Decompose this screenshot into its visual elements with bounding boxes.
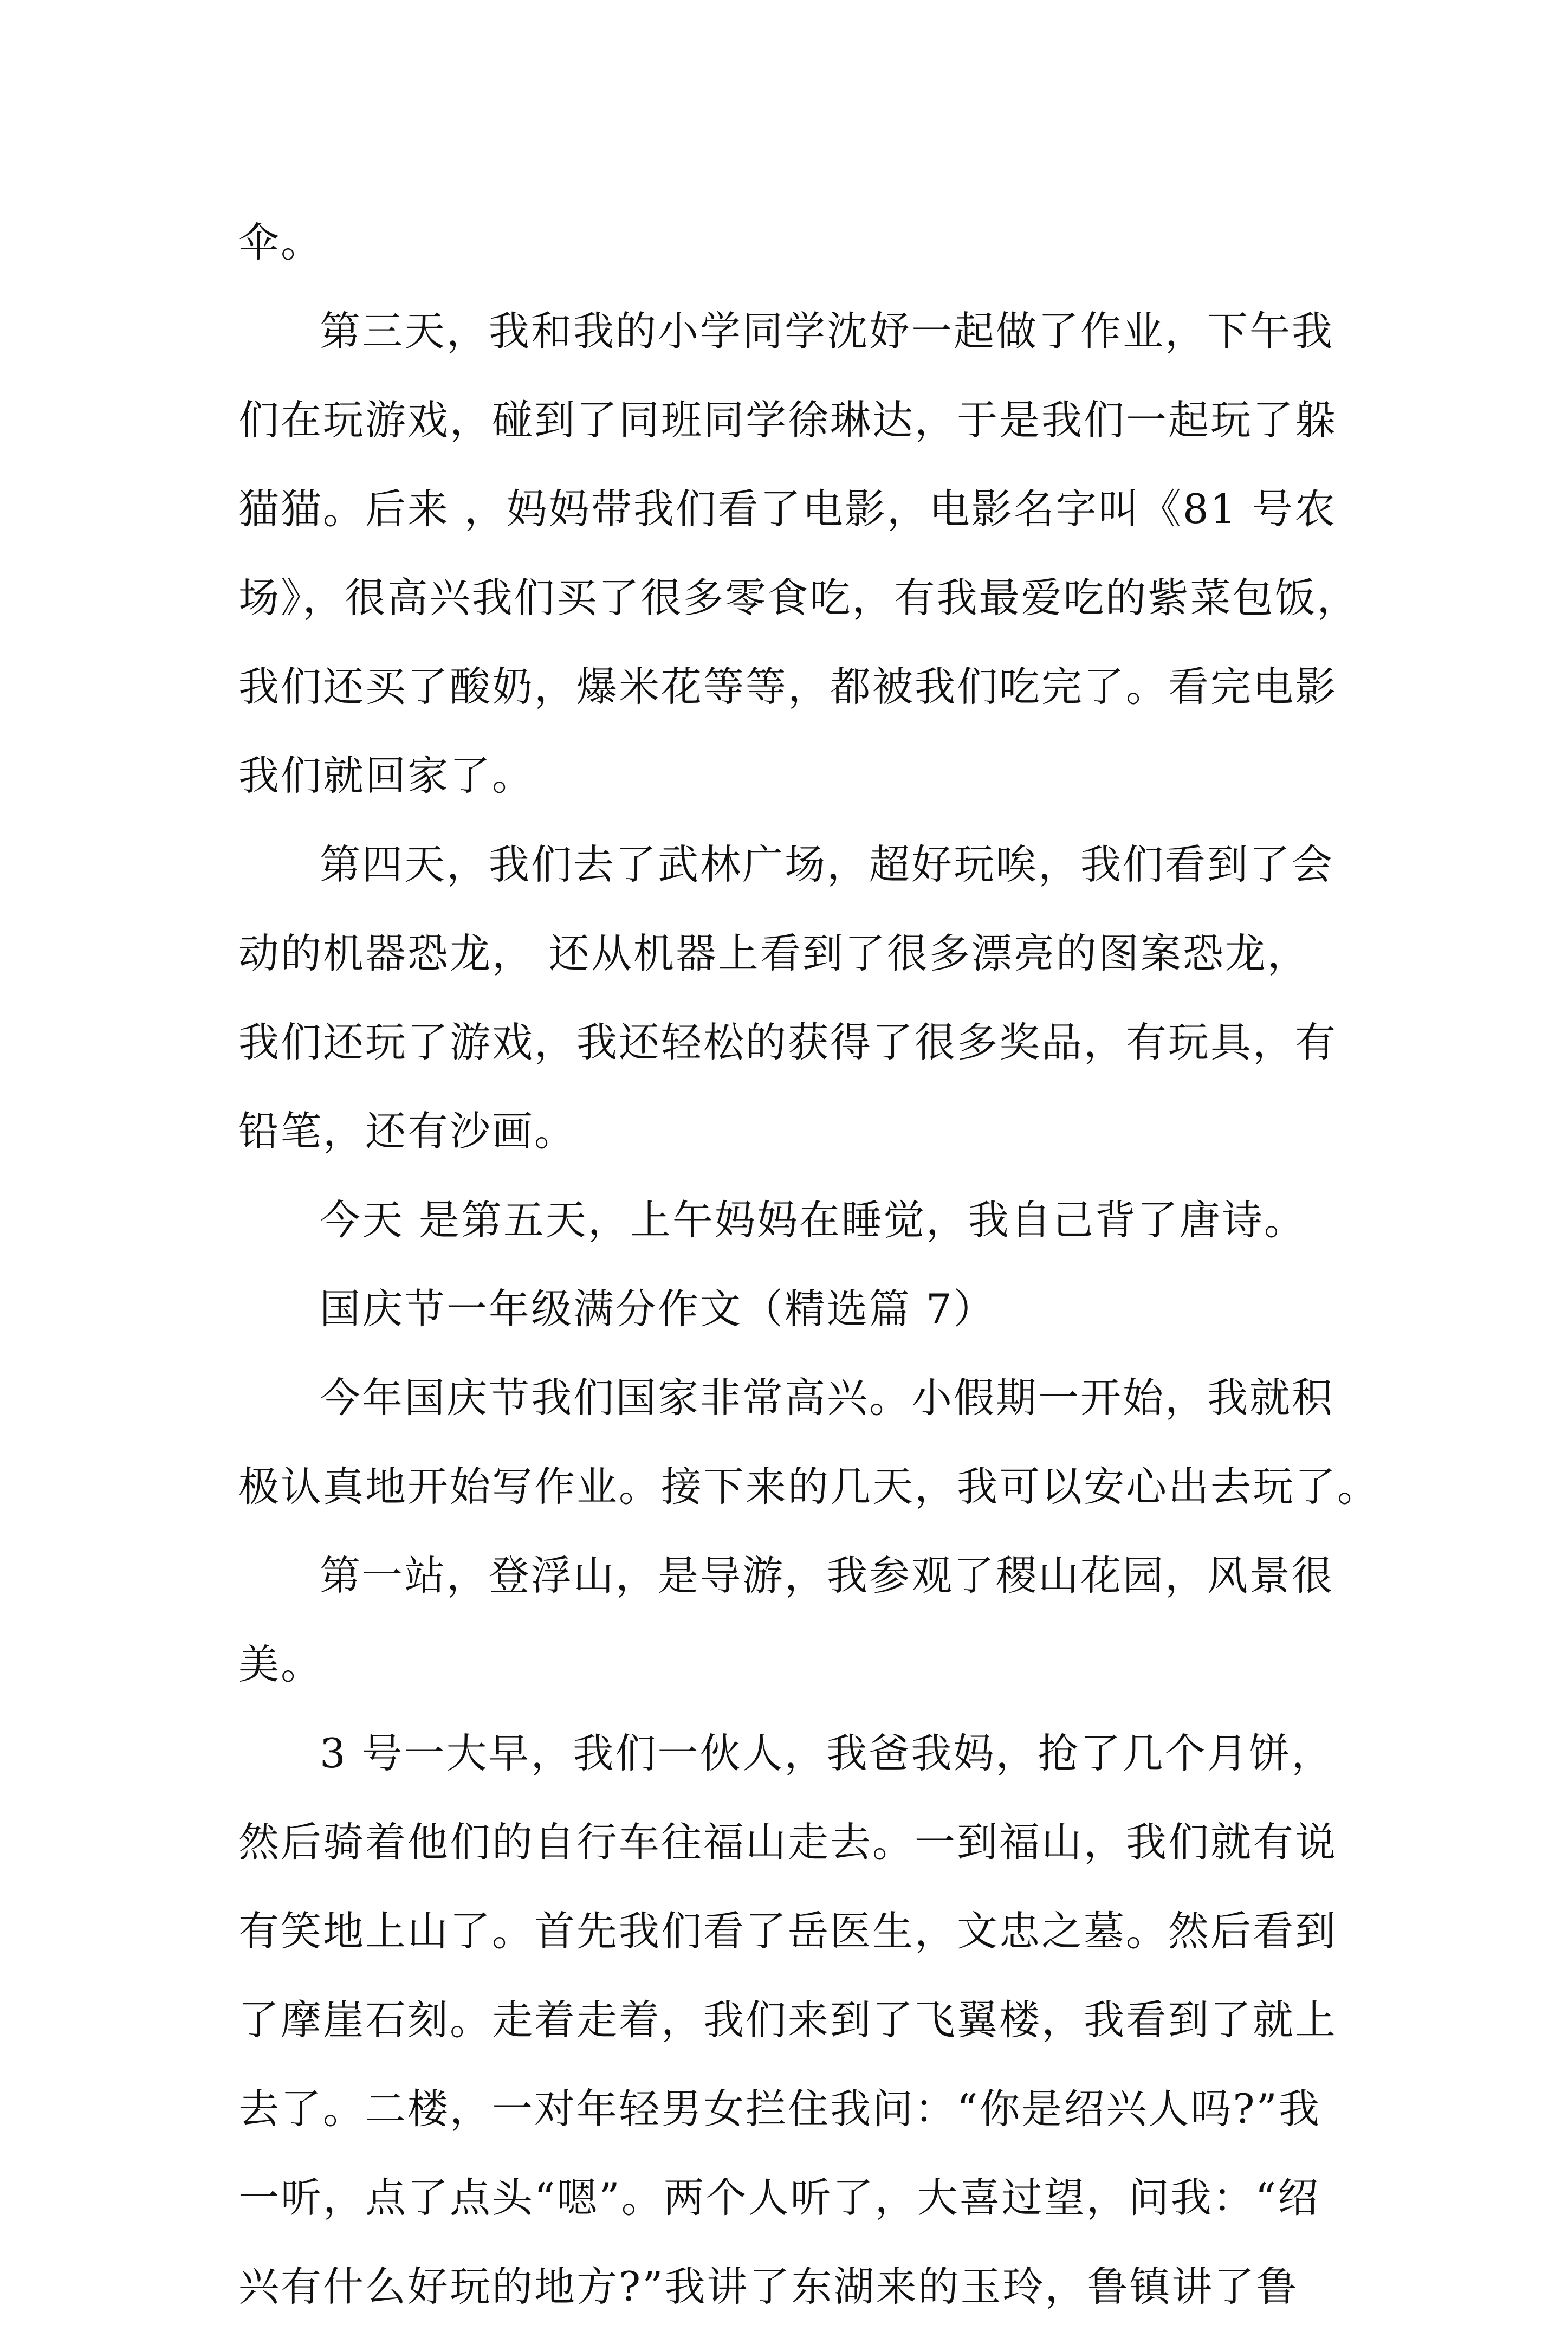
text-line: 我们就回家了。 <box>238 752 535 799</box>
text-line: 场》，很高兴我们买了很多零食吃，有我最爱吃的紫菜包饭， <box>238 574 1359 622</box>
text-line: 兴有什么好玩的地方?”我讲了东湖来的玉玲，鲁镇讲了鲁 <box>238 2263 1299 2310</box>
text-line: 美。 <box>238 1641 323 1688</box>
text-line: 猫猫。后来 ，妈妈带我们看了电影，电影名字叫《81 号农 <box>238 485 1337 533</box>
text-line: 去了。二楼，一对年轻男女拦住我问：“你是绍兴人吗?”我 <box>238 2085 1321 2133</box>
text-line: 伞。 <box>238 218 323 266</box>
text-line: 极认真地开始写作业。接下来的几天，我可以安心出去玩了。 <box>238 1463 1380 1510</box>
text-line: 3 号一大早，我们一伙人，我爸我妈，抢了几个月饼， <box>320 1729 1334 1777</box>
text-line: 第三天，我和我的小学同学沈妤一起做了作业，下午我 <box>320 307 1334 355</box>
text-line: 了摩崖石刻。走着走着，我们来到了飞翼楼，我看到了就上 <box>238 1996 1338 2044</box>
document-body <box>238 198 1380 2331</box>
text-line: 第四天，我们去了武林广场，超好玩唉，我们看到了会 <box>320 841 1334 888</box>
text-line: 我们还买了酸奶，爆米花等等，都被我们吃完了。看完电影 <box>238 663 1338 711</box>
text-line: 今年国庆节我们国家非常高兴。小假期一开始，我就积 <box>320 1374 1334 1422</box>
text-line: 国庆节一年级满分作文（精选篇 7） <box>320 1285 996 1333</box>
text-line: 然后骑着他们的自行车往福山走去。一到福山，我们就有说 <box>238 1818 1338 1866</box>
text-line: 今天 是第五天，上午妈妈在睡觉，我自己背了唐诗。 <box>320 1196 1306 1244</box>
text-line: 第一站，登浮山，是导游，我参观了稷山花园，风景很 <box>320 1552 1334 1599</box>
text-line: 们在玩游戏，碰到了同班同学徐琳达，于是我们一起玩了躲 <box>238 396 1338 444</box>
text-line: 一听，点了点头“嗯”。两个人听了，大喜过望，问我：“绍 <box>238 2174 1320 2222</box>
text-line: 动的机器恐龙， 还从机器上看到了很多漂亮的图案恐龙， <box>238 929 1310 977</box>
text-line: 我们还玩了游戏，我还轻松的获得了很多奖品，有玩具，有 <box>238 1018 1338 1066</box>
text-line: 铅笔，还有沙画。 <box>238 1107 577 1155</box>
text-line: 有笑地上山了。首先我们看了岳医生，文忠之墓。然后看到 <box>238 1907 1338 1955</box>
